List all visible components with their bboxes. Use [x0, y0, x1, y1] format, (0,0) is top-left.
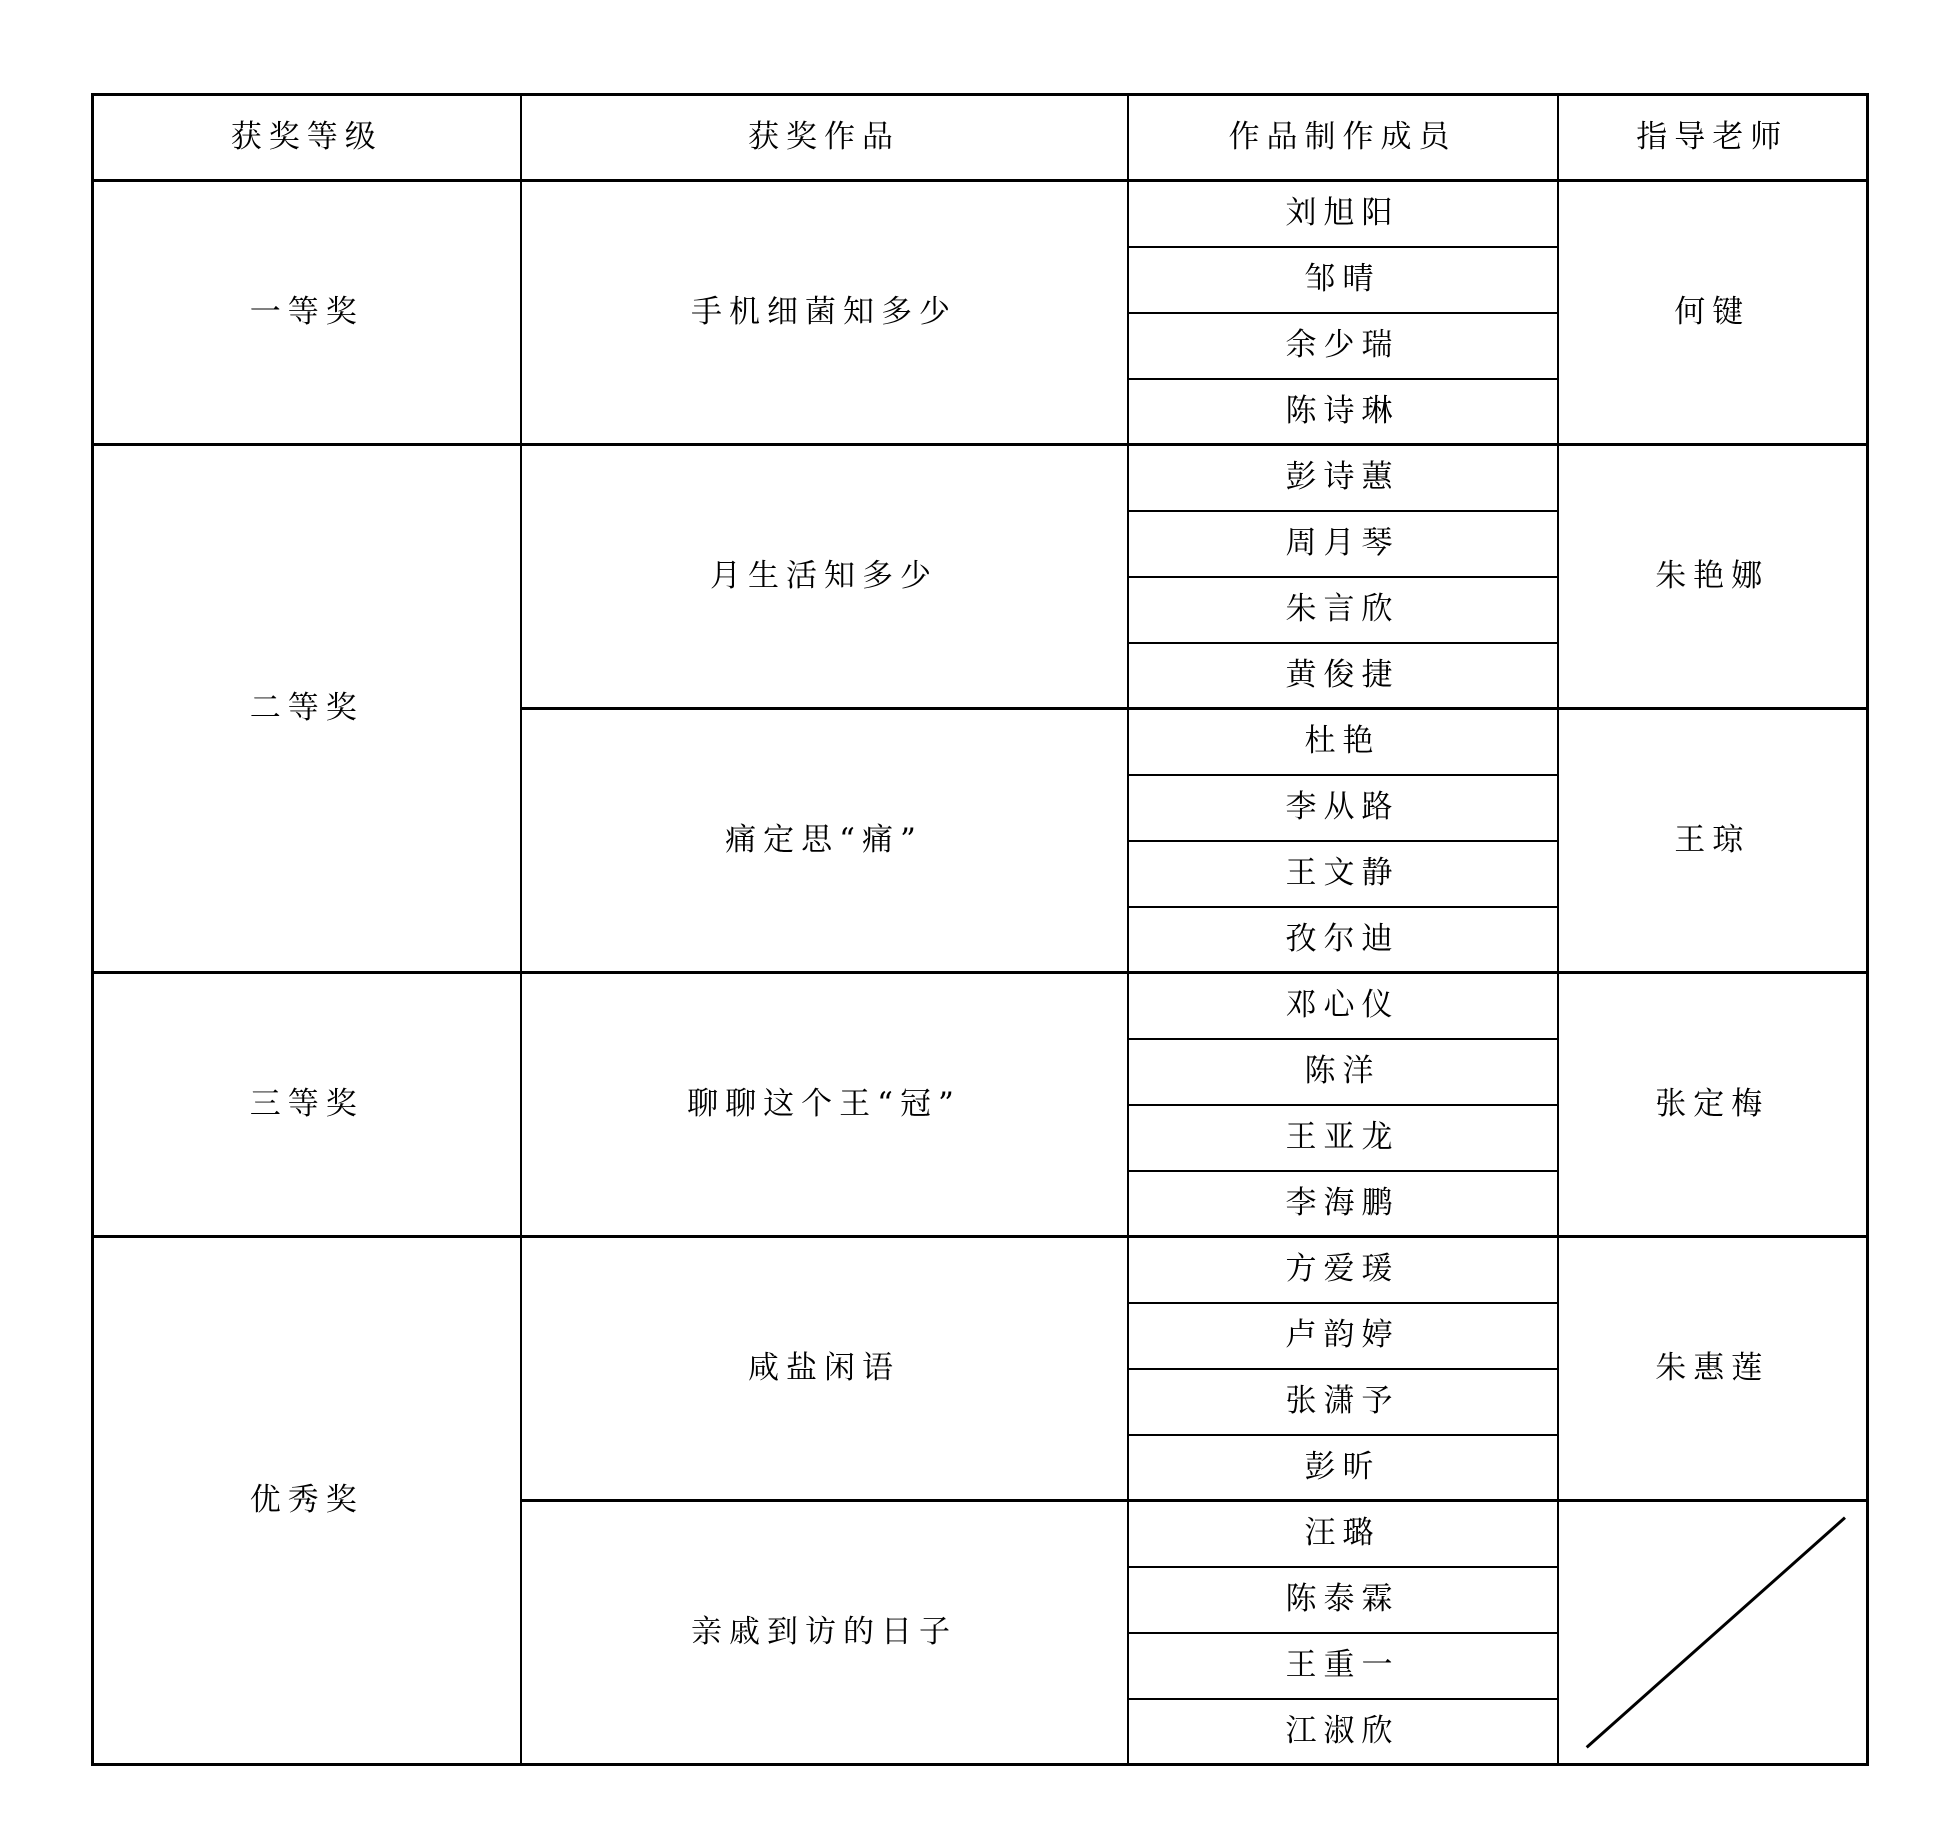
member-cell: 李海鹏 — [1128, 1171, 1558, 1237]
award-level-cell: 二等奖 — [93, 445, 521, 973]
teacher-cell: 朱艳娜 — [1558, 445, 1868, 709]
member-cell: 卢韵婷 — [1128, 1303, 1558, 1369]
member-cell: 余少瑞 — [1128, 313, 1558, 379]
column-header-award-level: 获奖等级 — [93, 95, 521, 181]
member-cell: 张潇予 — [1128, 1369, 1558, 1435]
member-cell: 刘旭阳 — [1128, 181, 1558, 247]
member-cell: 朱言欣 — [1128, 577, 1558, 643]
award-level-cell: 一等奖 — [93, 181, 521, 445]
column-header-work-title: 获奖作品 — [521, 95, 1128, 181]
member-cell: 江淑欣 — [1128, 1699, 1558, 1765]
member-cell: 陈诗琳 — [1128, 379, 1558, 445]
table-row — [93, 973, 1868, 1039]
teacher-cell-empty — [1558, 1501, 1868, 1765]
column-header-teacher: 指导老师 — [1558, 95, 1868, 181]
member-cell: 李从路 — [1128, 775, 1558, 841]
member-cell: 王重一 — [1128, 1633, 1558, 1699]
member-cell: 彭昕 — [1128, 1435, 1558, 1501]
member-cell: 孜尔迪 — [1128, 907, 1558, 973]
award-level-cell: 优秀奖 — [93, 1237, 521, 1765]
work-title-cell: 手机细菌知多少 — [521, 181, 1128, 445]
teacher-cell: 何键 — [1558, 181, 1868, 445]
member-cell: 杜艳 — [1128, 709, 1558, 775]
table-row — [93, 445, 1868, 511]
member-cell: 陈泰霖 — [1128, 1567, 1558, 1633]
teacher-cell: 朱惠莲 — [1558, 1237, 1868, 1501]
member-cell: 方爱瑗 — [1128, 1237, 1558, 1303]
member-cell: 彭诗蕙 — [1128, 445, 1558, 511]
column-header-members: 作品制作成员 — [1128, 95, 1558, 181]
work-title-cell: 咸盐闲语 — [521, 1237, 1128, 1501]
member-cell: 邓心仪 — [1128, 973, 1558, 1039]
member-cell: 王亚龙 — [1128, 1105, 1558, 1171]
teacher-cell: 王琼 — [1558, 709, 1868, 973]
award-level-cell: 三等奖 — [93, 973, 521, 1237]
work-title-cell: 月生活知多少 — [521, 445, 1128, 709]
member-cell: 陈洋 — [1128, 1039, 1558, 1105]
awards-table — [91, 93, 1869, 1766]
member-cell: 周月琴 — [1128, 511, 1558, 577]
header-row — [93, 95, 1868, 181]
member-cell: 汪璐 — [1128, 1501, 1558, 1567]
table-row — [93, 181, 1868, 247]
member-cell: 黄俊捷 — [1128, 643, 1558, 709]
work-title-cell: 亲戚到访的日子 — [521, 1501, 1128, 1765]
diagonal-slash — [1559, 1502, 1867, 1763]
teacher-cell: 张定梅 — [1558, 973, 1868, 1237]
work-title-cell: 痛定思“痛” — [521, 709, 1128, 973]
table-row — [93, 1237, 1868, 1303]
work-title-cell: 聊聊这个王“冠” — [521, 973, 1128, 1237]
member-cell: 邹晴 — [1128, 247, 1558, 313]
member-cell: 王文静 — [1128, 841, 1558, 907]
